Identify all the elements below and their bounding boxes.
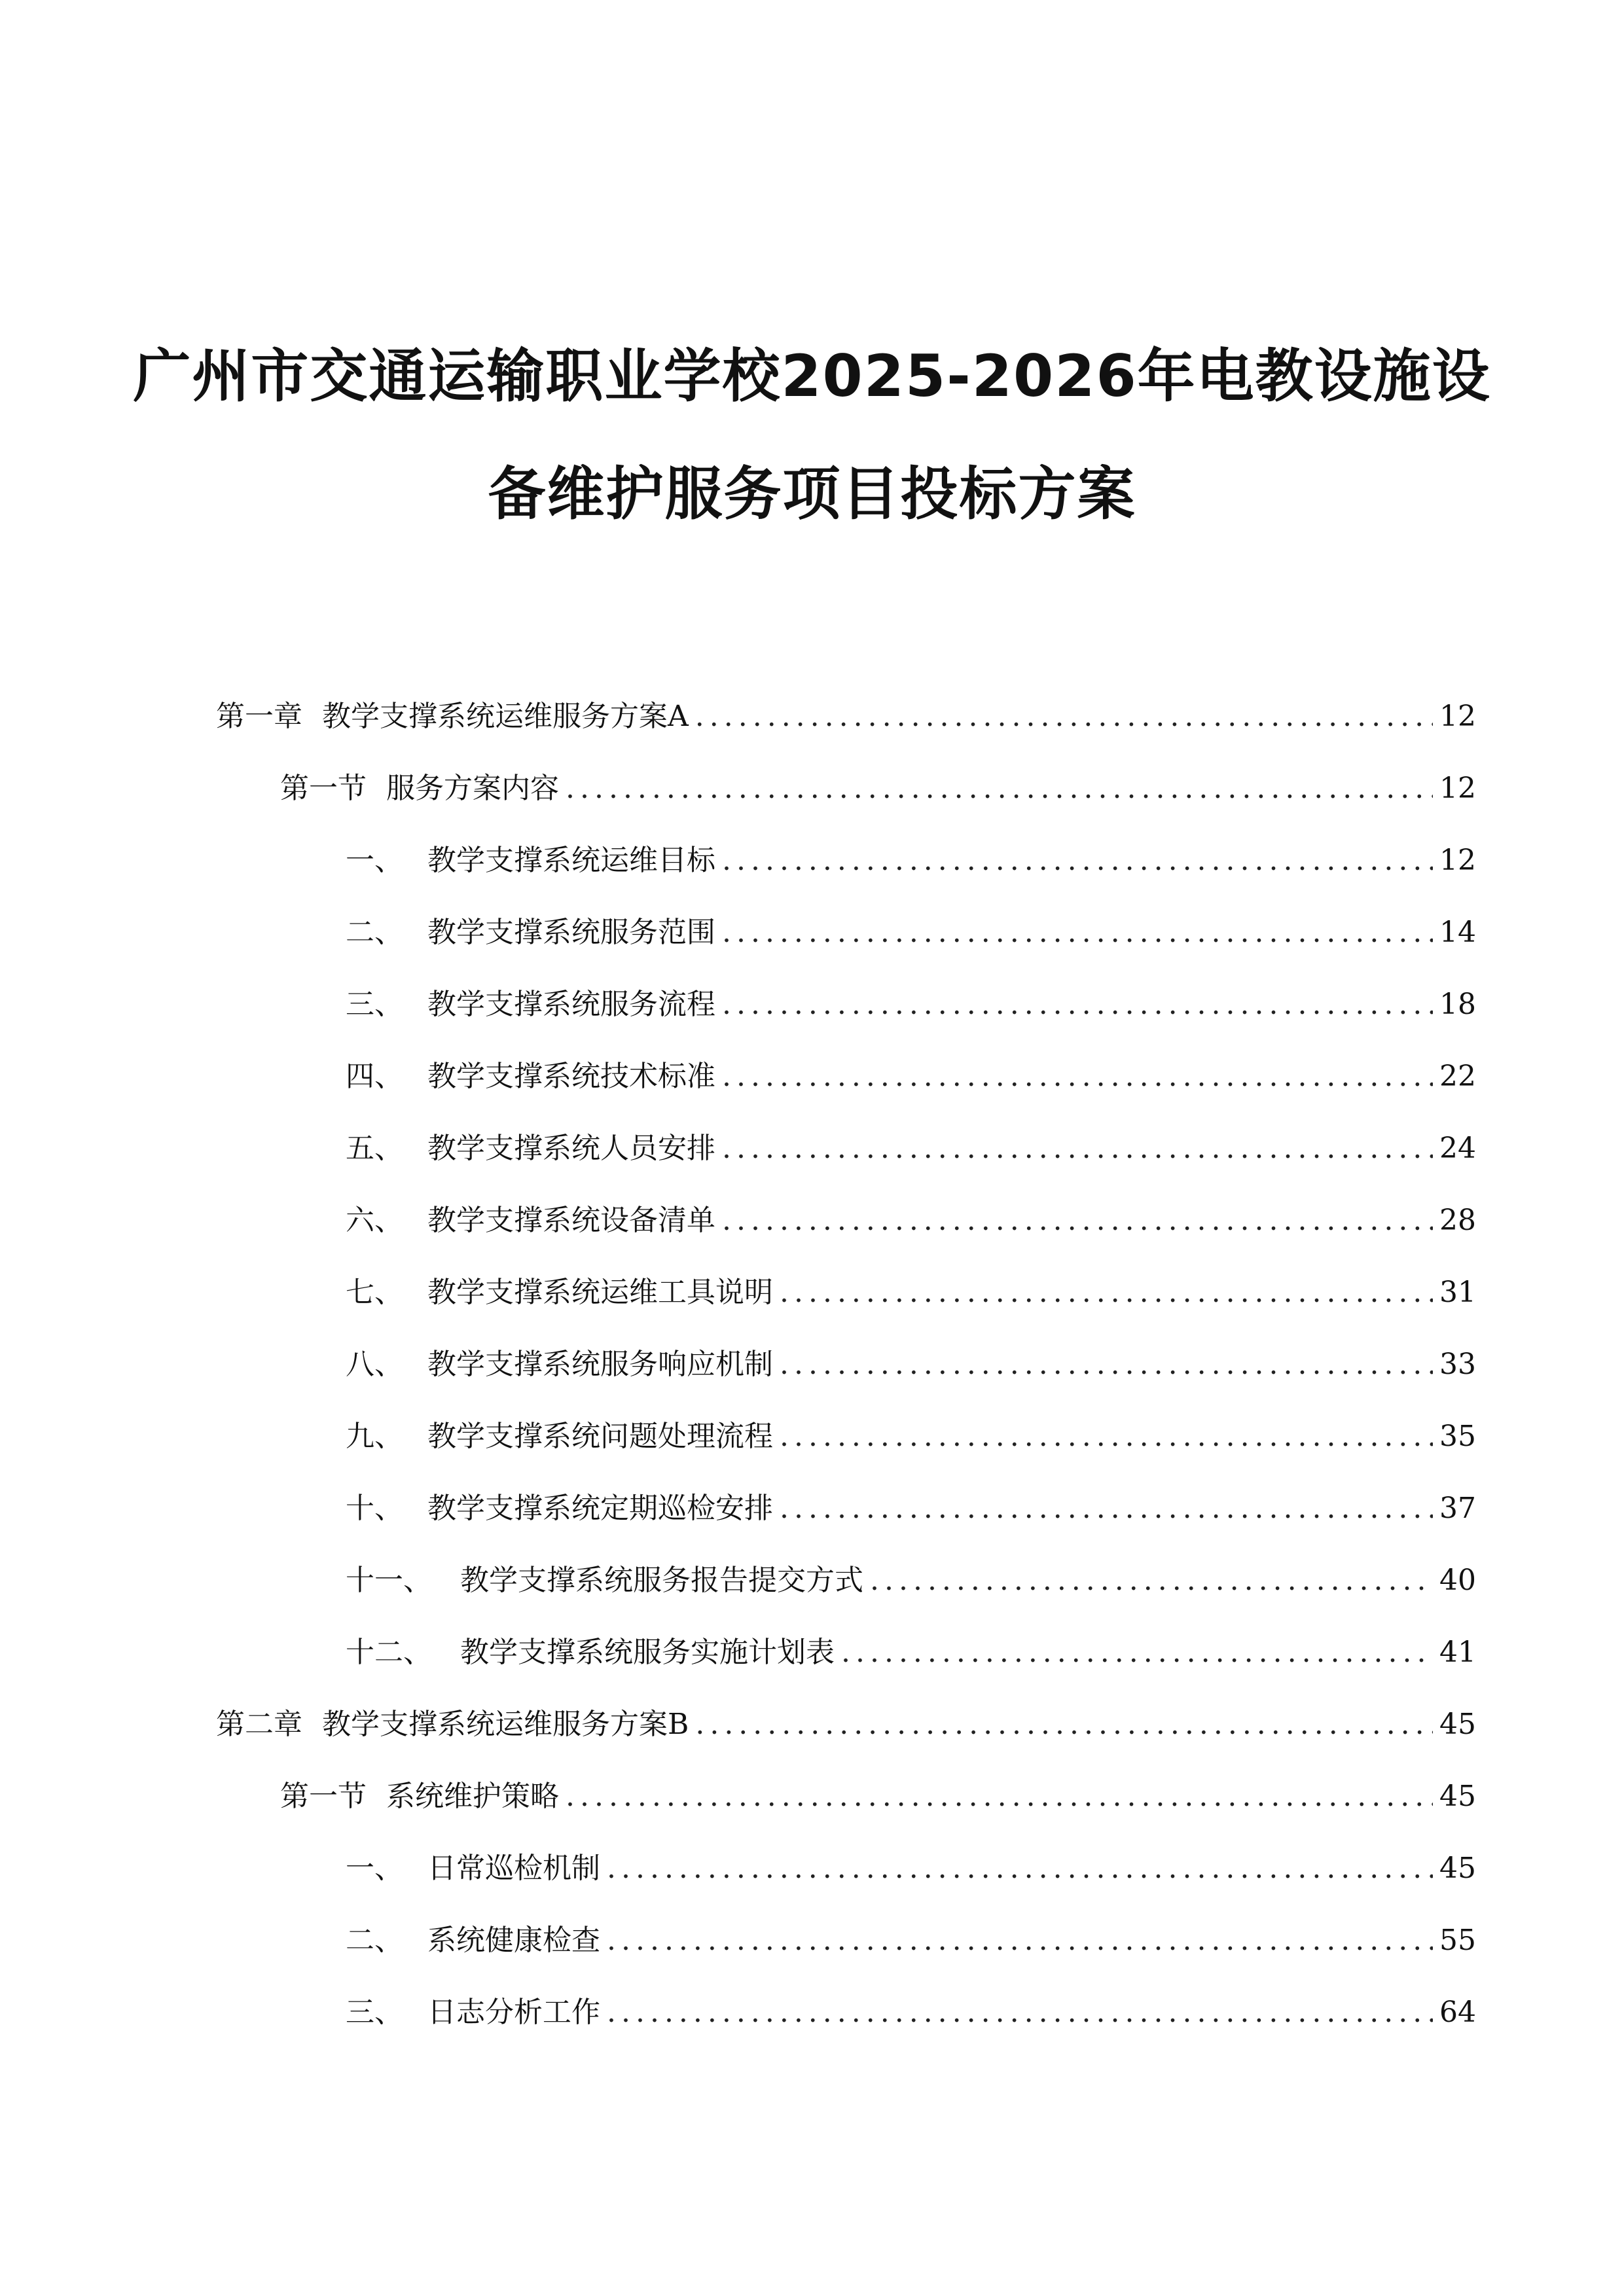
toc-leader-dots (780, 1270, 1433, 1316)
toc-entry-title: 日志分析工作 (427, 1996, 600, 2029)
toc-entry-number: 八、 (346, 1348, 403, 1381)
toc-leader-dots (780, 1342, 1433, 1388)
toc-entry-title: 教学支撑系统人员安排 (427, 1132, 715, 1165)
toc-entry-item[interactable] (346, 1846, 1476, 1892)
toc-entry-page: 45 (1439, 1780, 1476, 1813)
toc-entry-page: 12 (1439, 772, 1476, 805)
toc-entry-page: 22 (1439, 1060, 1476, 1093)
toc-leader-dots (607, 1846, 1433, 1892)
toc-entry-page: 24 (1439, 1132, 1476, 1165)
toc-entry-title: 服务方案内容 (386, 772, 559, 805)
toc-entry-number: 第一节 (280, 1780, 367, 1813)
toc-entry-page: 14 (1439, 916, 1476, 949)
toc-leader-dots (870, 1558, 1433, 1604)
toc-entry-title: 教学支撑系统服务实施计划表 (460, 1636, 835, 1669)
toc-entry-title: 教学支撑系统运维工具说明 (427, 1276, 773, 1309)
toc-entry-item[interactable] (346, 1558, 1476, 1604)
toc-entry-title: 系统维护策略 (386, 1780, 559, 1813)
toc-leader-dots (566, 1774, 1433, 1820)
toc-entry-number: 十、 (346, 1492, 403, 1525)
document-title-line-2: 备维护服务项目投标方案 (488, 460, 1136, 528)
toc-entry-number: 一、 (346, 1852, 403, 1885)
toc-entry-item[interactable] (346, 838, 1476, 884)
toc-entry-number: 六、 (346, 1204, 403, 1237)
toc-entry-page: 31 (1439, 1276, 1476, 1309)
toc-entry-page: 35 (1439, 1420, 1476, 1453)
toc-entry-chapter-2[interactable] (216, 1702, 1476, 1748)
toc-leader-dots (607, 1918, 1433, 1964)
toc-entry-number: 四、 (346, 1060, 403, 1093)
toc-entry-page: 12 (1439, 844, 1476, 877)
toc-entry-page: 40 (1439, 1564, 1476, 1597)
toc-entry-title: 教学支撑系统运维服务方案B (322, 1708, 689, 1741)
toc-entry-number: 九、 (346, 1420, 403, 1453)
toc-entry-item[interactable] (346, 1126, 1476, 1172)
toc-leader-dots (722, 982, 1433, 1028)
toc-entry-page: 45 (1439, 1852, 1476, 1885)
toc-entry-title: 教学支撑系统问题处理流程 (427, 1420, 773, 1453)
toc-entry-page: 37 (1439, 1492, 1476, 1525)
toc-leader-dots (780, 1414, 1433, 1460)
toc-leader-dots (607, 1990, 1433, 2036)
toc-entry-title: 教学支撑系统运维目标 (427, 844, 715, 877)
toc-entry-item[interactable] (346, 1918, 1476, 1964)
toc-entry-title: 教学支撑系统运维服务方案A (322, 700, 689, 733)
toc-entry-number: 第一章 (216, 700, 302, 733)
toc-leader-dots (722, 1054, 1433, 1100)
toc-entry-title: 教学支撑系统服务报告提交方式 (460, 1564, 863, 1597)
toc-entry-page: 12 (1439, 700, 1476, 733)
toc-entry-number: 第二章 (216, 1708, 302, 1741)
toc-entry-number: 十二、 (346, 1636, 432, 1669)
toc-entry-chapter-1[interactable] (216, 694, 1476, 740)
toc-entry-item[interactable] (346, 1198, 1476, 1244)
toc-entry-section[interactable] (280, 766, 1476, 812)
toc-entry-item[interactable] (346, 1990, 1476, 2036)
toc-entry-title: 教学支撑系统服务范围 (427, 916, 715, 949)
toc-entry-title: 教学支撑系统技术标准 (427, 1060, 715, 1093)
toc-leader-dots (566, 766, 1433, 812)
toc-leader-dots (695, 1702, 1433, 1748)
toc-entry-number: 七、 (346, 1276, 403, 1309)
toc-entry-item[interactable] (346, 1342, 1476, 1388)
toc-entry-title: 教学支撑系统定期巡检安排 (427, 1492, 773, 1525)
toc-entry-page: 18 (1439, 988, 1476, 1021)
toc-leader-dots (722, 1126, 1433, 1172)
toc-entry-item[interactable] (346, 1630, 1476, 1676)
toc-entry-number: 十一、 (346, 1564, 432, 1597)
toc-entry-page: 33 (1439, 1348, 1476, 1381)
toc-entry-title: 系统健康检查 (427, 1924, 600, 1957)
toc-entry-page: 55 (1439, 1924, 1476, 1957)
toc-entry-number: 三、 (346, 1996, 403, 2029)
toc-entry-number: 五、 (346, 1132, 403, 1165)
toc-entry-item[interactable] (346, 910, 1476, 956)
toc-entry-title: 日常巡检机制 (427, 1852, 600, 1885)
toc-entry-page: 45 (1439, 1708, 1476, 1741)
toc-entry-page: 64 (1439, 1996, 1476, 2029)
toc-entry-item[interactable] (346, 1486, 1476, 1532)
toc-leader-dots (722, 838, 1433, 884)
toc-leader-dots (841, 1630, 1433, 1676)
toc-entry-section[interactable] (280, 1774, 1476, 1820)
toc-entry-title: 教学支撑系统服务响应机制 (427, 1348, 773, 1381)
toc-entry-page: 28 (1439, 1204, 1476, 1237)
toc-entry-title: 教学支撑系统服务流程 (427, 988, 715, 1021)
toc-entry-item[interactable] (346, 982, 1476, 1028)
toc-entry-number: 二、 (346, 916, 403, 949)
toc-entry-item[interactable] (346, 1414, 1476, 1460)
toc-entry-number: 三、 (346, 988, 403, 1021)
document-title-line-1: 广州市交通运输职业学校2025-2026年电教设施设 (133, 342, 1491, 410)
toc-entry-number: 第一节 (280, 772, 367, 805)
toc-leader-dots (695, 694, 1433, 740)
toc-entry-item[interactable] (346, 1270, 1476, 1316)
toc-entry-number: 一、 (346, 844, 403, 877)
toc-leader-dots (780, 1486, 1433, 1532)
toc-entry-title: 教学支撑系统设备清单 (427, 1204, 715, 1237)
toc-entry-item[interactable] (346, 1054, 1476, 1100)
toc-leader-dots (722, 1198, 1433, 1244)
toc-entry-page: 41 (1439, 1636, 1476, 1669)
toc-leader-dots (722, 910, 1433, 956)
toc-entry-number: 二、 (346, 1924, 403, 1957)
